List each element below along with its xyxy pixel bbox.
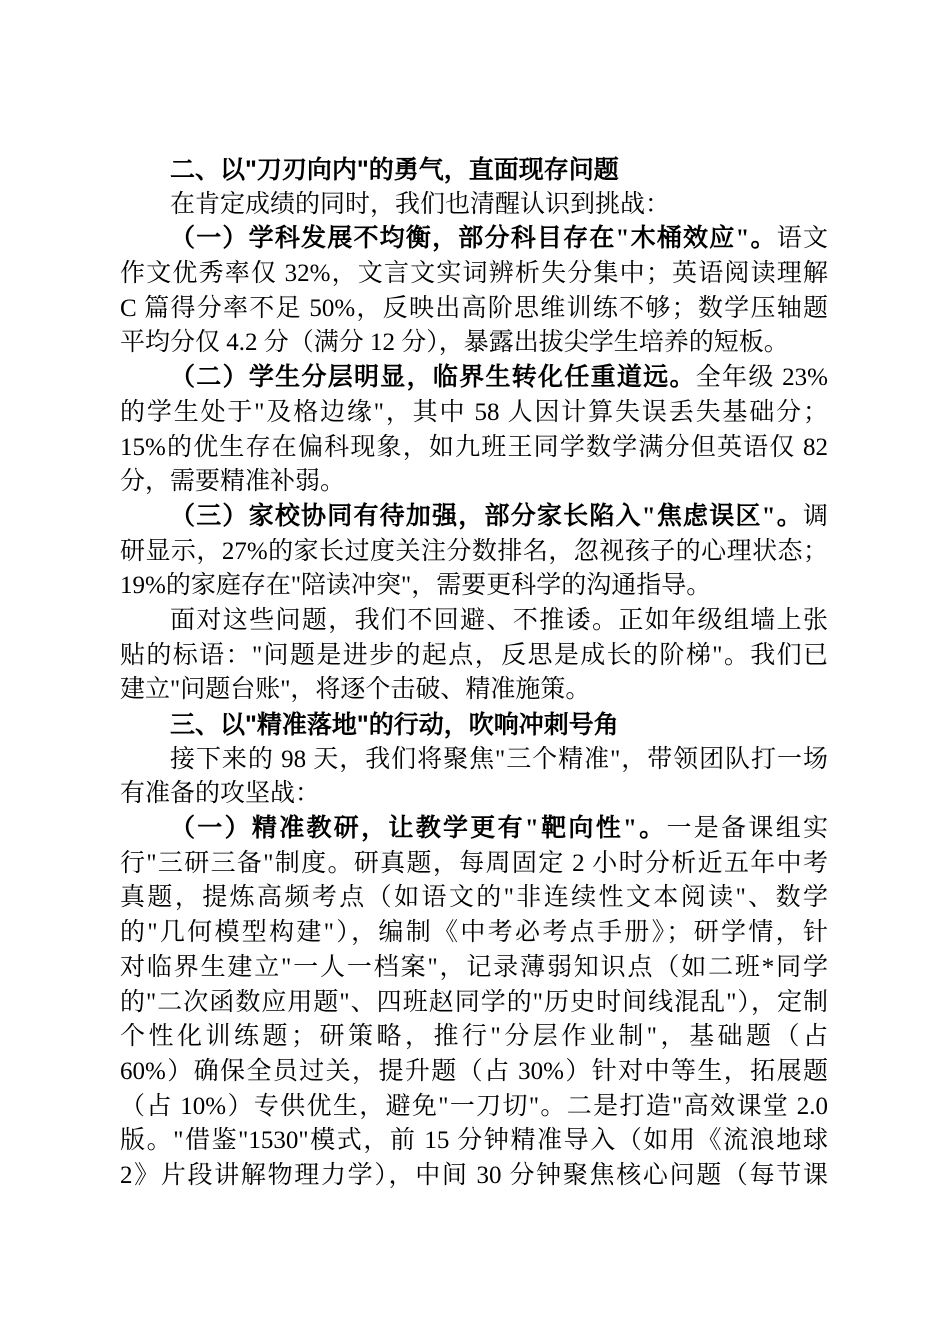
s3-item-1-line: 的"二次函数应用题"、四班赵同学的"历史时间线混乱"），定制 <box>120 988 828 1016</box>
item-2-line: 的学生处于"及格边缘"，其中 58 人因计算失误丢失基础分； <box>120 398 828 426</box>
summary-line: 贴的标语："问题是进步的起点，反思是成长的阶梯"。我们已 <box>120 641 828 669</box>
s3-item-1-line: 2》片段讲解物理力学），中间 30 分钟聚焦核心问题（每节课 <box>120 1161 828 1189</box>
item-2-first-line <box>120 361 828 396</box>
section-3-intro-line: 有准备的攻坚战： <box>120 780 321 808</box>
item-3-line: 19%的家庭存在"陪读冲突"，需要更科学的沟通指导。 <box>120 572 712 600</box>
item-2-lead: （二）学生分层明显，临界生转化任重道远。 <box>170 364 696 392</box>
s3-item-1-line: 60%）确保全员过关，提升题（占 30%）针对中等生，拓展题 <box>120 1057 828 1085</box>
item-1-line: C 篇得分率不足 50%，反映出高阶思维训练不够；数学压轴题 <box>120 294 828 322</box>
s3-item-1-lead: （一）精准教研，让教学更有"靶向性"。 <box>170 815 667 843</box>
item-2-line-text: 全年级 23% <box>695 364 828 392</box>
s3-item-1-first-line <box>120 812 828 847</box>
item-3-first-line <box>120 500 828 535</box>
item-2-line: 15%的优生存在偏科现象，如九班王同学数学满分但英语仅 82 <box>120 433 828 461</box>
item-3-lead: （三）家校协同有待加强，部分家长陷入"焦虑误区"。 <box>170 502 803 530</box>
item-1-line: 平均分仅 4.2 分（满分 12 分），暴露出拔尖学生培养的短板。 <box>120 329 789 357</box>
item-1-first-line <box>120 222 828 257</box>
summary-line: 建立"问题台账"，将逐个击破、精准施策。 <box>120 676 591 704</box>
item-1-line: 作文优秀率仅 32%，文言文实词辨析失分集中；英语阅读理解 <box>120 260 828 288</box>
summary-line: 面对这些问题，我们不回避、不推诿。正如年级组墙上张 <box>170 606 828 634</box>
section-3-heading: 三、以"精准落地"的行动，吹响冲刺号角 <box>170 711 619 739</box>
document-body <box>120 153 828 1194</box>
item-2-line: 分，需要精准补弱。 <box>120 468 346 496</box>
s3-item-1-line: 真题，提炼高频考点（如语文的"非连续性文本阅读"、数学 <box>120 884 828 912</box>
item-1-line-text: 语文 <box>776 225 828 253</box>
item-3-line-text: 调 <box>802 502 828 530</box>
s3-item-1-line: 行"三研三备"制度。研真题，每周固定 2 小时分析近五年中考 <box>120 849 828 877</box>
section-2-heading: 二、以"刀刃向内"的勇气，直面现存问题 <box>170 156 619 184</box>
s3-item-1-line: 对临界生建立"一人一档案"，记录薄弱知识点（如二班*同学 <box>120 953 828 981</box>
s3-item-1-line: （占 10%）专供优生，避免"一刀切"。二是打造"高效课堂 2.0 <box>120 1092 828 1120</box>
s3-item-1-line-text: 一是备课组实 <box>666 815 828 843</box>
item-1-lead: （一）学科发展不均衡，部分科目存在"木桶效应"。 <box>170 225 777 253</box>
s3-item-1-line: 的"几何模型构建"），编制《中考必考点手册》；研学情，针 <box>120 919 828 947</box>
section-3-intro-line: 接下来的 98 天，我们将聚焦"三个精准"，带领团队打一场 <box>170 745 828 773</box>
s3-item-1-line: 版。"借鉴"1530"模式，前 15 分钟精准导入（如用《流浪地球 <box>120 1127 828 1155</box>
section-2-intro-line: 在肯定成绩的同时，我们也清醒认识到挑战： <box>170 190 671 218</box>
s3-item-1-line: 个性化训练题；研策略，推行"分层作业制"，基础题（占 <box>120 1023 828 1051</box>
item-3-line: 研显示，27%的家长过度关注分数排名，忽视孩子的心理状态； <box>120 537 828 565</box>
